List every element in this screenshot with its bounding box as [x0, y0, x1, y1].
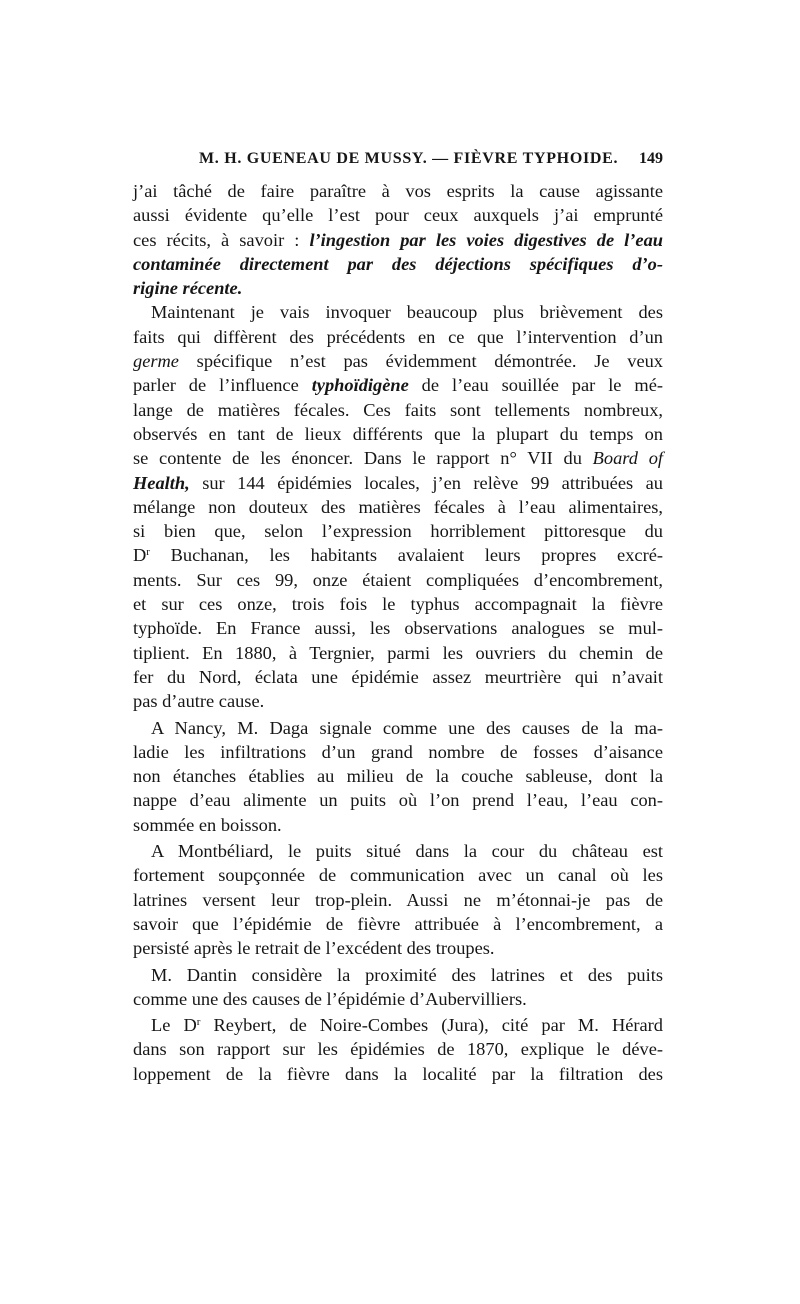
- text-run: Le D: [151, 1015, 197, 1036]
- text-line: [133, 349, 663, 373]
- text-line: [133, 471, 663, 495]
- superscript: r: [146, 546, 150, 559]
- text-line: M. Dantin considère la proximité des latrines et des puits: [151, 964, 663, 985]
- text-run: se contente de les énoncer. Dans le rapport n° VII du: [133, 448, 593, 469]
- text-line: [133, 1013, 663, 1037]
- text-line: [133, 228, 663, 252]
- page-number: 149: [639, 150, 663, 167]
- text-line: Maintenant je vais invoquer beaucoup plus brièvement des: [151, 302, 663, 323]
- emphasis-run: Board of: [592, 448, 663, 469]
- text-line: observés en tant de lieux différents que la plupart du temps on: [133, 423, 663, 444]
- emphasis-run: l’ingestion par les voies digestives de l’eau: [309, 229, 663, 250]
- text-line: lange de matières fécales. Ces faits sont tellements nombreux,: [133, 399, 663, 420]
- text-line: ments. Sur ces 99, onze étaient compliquées d’encombrement,: [133, 569, 663, 590]
- text-line: A Montbéliard, le puits situé dans la cour du château est: [151, 841, 663, 862]
- text-line: ladie les infiltrations d’un grand nombre de fosses d’aisance: [133, 741, 663, 762]
- text-run: sur 144 épidémies locales, j’en relève 99 attribuées au: [189, 472, 663, 493]
- text-line: A Nancy, M. Daga signale comme une des causes de la ma-: [151, 717, 663, 738]
- text-line: non étanches établies au milieu de la couche sableuse, dont la: [133, 766, 663, 787]
- running-head: [133, 150, 663, 174]
- text-run: spécifique n’est pas évidemment démontrée. Je veux: [178, 351, 663, 372]
- text-line: [133, 543, 663, 567]
- text-run: Reybert, de Noire-Combes (Jura), cité par M. Hérard: [200, 1015, 664, 1036]
- text-line: mélange non douteux des matières fécales à l’eau alimentaires,: [133, 496, 663, 517]
- text-run: ces récits, à savoir :: [133, 229, 310, 250]
- text-run: de l’eau souillée par le mé-: [408, 375, 663, 396]
- text-line: contaminée directement par des déjections spécifiques d’o-: [133, 253, 663, 274]
- text-line: loppement de la fièvre dans la localité par la filtration des: [133, 1063, 663, 1084]
- text-line: si bien que, selon l’expression horriblement pittoresque du: [133, 521, 663, 542]
- text-run: parler de l’influence: [133, 375, 312, 396]
- text-line: latrines versent leur trop-plein. Aussi ne m’étonnai-je pas de: [133, 889, 663, 910]
- text-line: persisté après le retrait de l’excédent des troupes.: [133, 938, 495, 959]
- text-run: Buchanan, les habitants avalaient leurs propres excré-: [149, 545, 663, 566]
- text-run: D: [133, 545, 147, 566]
- text-line: savoir que l’épidémie de fièvre attribuée à l’encombrement, a: [133, 913, 663, 934]
- text-line: [133, 373, 663, 397]
- text-line: faits qui diffèrent des précédents en ce que l’intervention d’un: [133, 326, 663, 347]
- body-text: [133, 179, 663, 1086]
- text-line: dans son rapport sur les épidémies de 1870, explique le déve-: [133, 1039, 663, 1060]
- text-line: aussi évidente qu’elle l’est pour ceux auxquels j’ai emprunté: [133, 205, 663, 226]
- emphasis-run: Health,: [133, 472, 190, 493]
- text-line: [133, 446, 663, 470]
- text-line: fortement soupçonnée de communication avec un canal où les: [133, 865, 663, 886]
- running-title: M. H. GUENEAU DE MUSSY. — FIÈVRE TYPHOIDE.: [199, 150, 619, 167]
- text-line: pas d’autre cause.: [133, 691, 265, 712]
- text-line: tiplient. En 1880, à Tergnier, parmi les ouvriers du chemin de: [133, 642, 663, 663]
- text-line: sommée en boisson.: [133, 814, 282, 835]
- text-line: j’ai tâché de faire paraître à vos esprits la cause agissante: [133, 181, 663, 201]
- emphasis-run: typhoïdigène: [311, 375, 409, 396]
- text-line: rigine récente.: [133, 278, 243, 299]
- text-line: comme une des causes de l’épidémie d’Aubervilliers.: [133, 988, 527, 1009]
- superscript: r: [196, 1016, 201, 1029]
- emphasis-run: germe: [133, 351, 179, 372]
- text-line: fer du Nord, éclata une épidémie assez meurtrière qui n’avait: [133, 666, 663, 687]
- text-line: nappe d’eau alimente un puits où l’on prend l’eau, l’eau con-: [133, 790, 663, 811]
- text-line: typhoïde. En France aussi, les observations analogues se mul-: [133, 618, 663, 639]
- text-line: et sur ces onze, trois fois le typhus accompagnait la fièvre: [133, 594, 663, 615]
